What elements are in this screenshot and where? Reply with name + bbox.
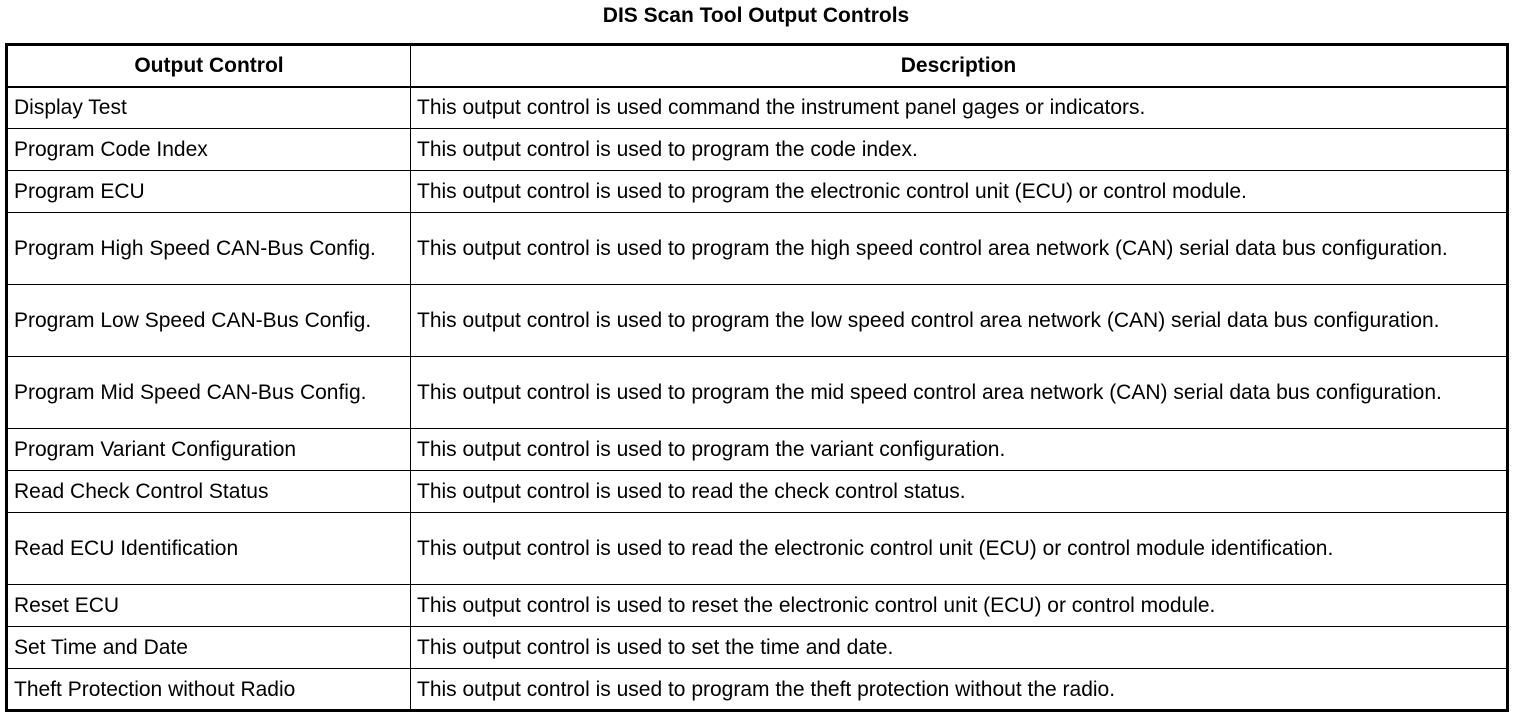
description-cell: This output control is used to program the electronic control unit (ECU) or control module. [411,171,1508,213]
description-cell: This output control is used to reset the electronic control unit (ECU) or control module. [411,585,1508,627]
description-cell: This output control is used to program the code index. [411,129,1508,171]
output-control-cell: Reset ECU [7,585,411,627]
description-cell: This output control is used to program the mid speed control area network (CAN) serial data bus configuration. [411,357,1508,429]
table-row [7,429,1508,471]
table-row [7,471,1508,513]
output-control-cell: Read ECU Identification [7,513,411,585]
output-control-cell: Set Time and Date [7,627,411,669]
header-output-control: Output Control [7,45,411,87]
table-row [7,627,1508,669]
description-cell: This output control is used to read the check control status. [411,471,1508,513]
description-cell: This output control is used to program the low speed control area network (CAN) serial data bus configuration. [411,285,1508,357]
output-control-cell: Read Check Control Status [7,471,411,513]
document-title: DIS Scan Tool Output Controls [602,4,910,27]
description-cell: This output control is used to program the theft protection without the radio. [411,669,1508,711]
output-control-cell: Program Code Index [7,129,411,171]
output-controls-table [5,43,1509,712]
table-row [7,585,1508,627]
table-row [7,285,1508,357]
output-control-cell: Theft Protection without Radio [7,669,411,711]
description-cell: This output control is used to program the high speed control area network (CAN) serial data bus configuration. [411,213,1508,285]
output-control-cell: Program High Speed CAN-Bus Config. [7,213,411,285]
output-control-cell: Program Variant Configuration [7,429,411,471]
header-description: Description [411,45,1508,87]
output-control-cell: Display Test [7,87,411,129]
table-row [7,357,1508,429]
table-row [7,669,1508,711]
output-control-cell: Program ECU [7,171,411,213]
description-cell: This output control is used to set the time and date. [411,627,1508,669]
table-row [7,129,1508,171]
table-row [7,213,1508,285]
table-row [7,171,1508,213]
table-row [7,87,1508,129]
description-cell: This output control is used to program the variant configuration. [411,429,1508,471]
output-control-cell: Program Mid Speed CAN-Bus Config. [7,357,411,429]
table-header-row [7,45,1508,87]
table-row [7,513,1508,585]
description-cell: This output control is used to read the electronic control unit (ECU) or control module identification. [411,513,1508,585]
output-control-cell: Program Low Speed CAN-Bus Config. [7,285,411,357]
description-cell: This output control is used command the instrument panel gages or indicators. [411,87,1508,129]
